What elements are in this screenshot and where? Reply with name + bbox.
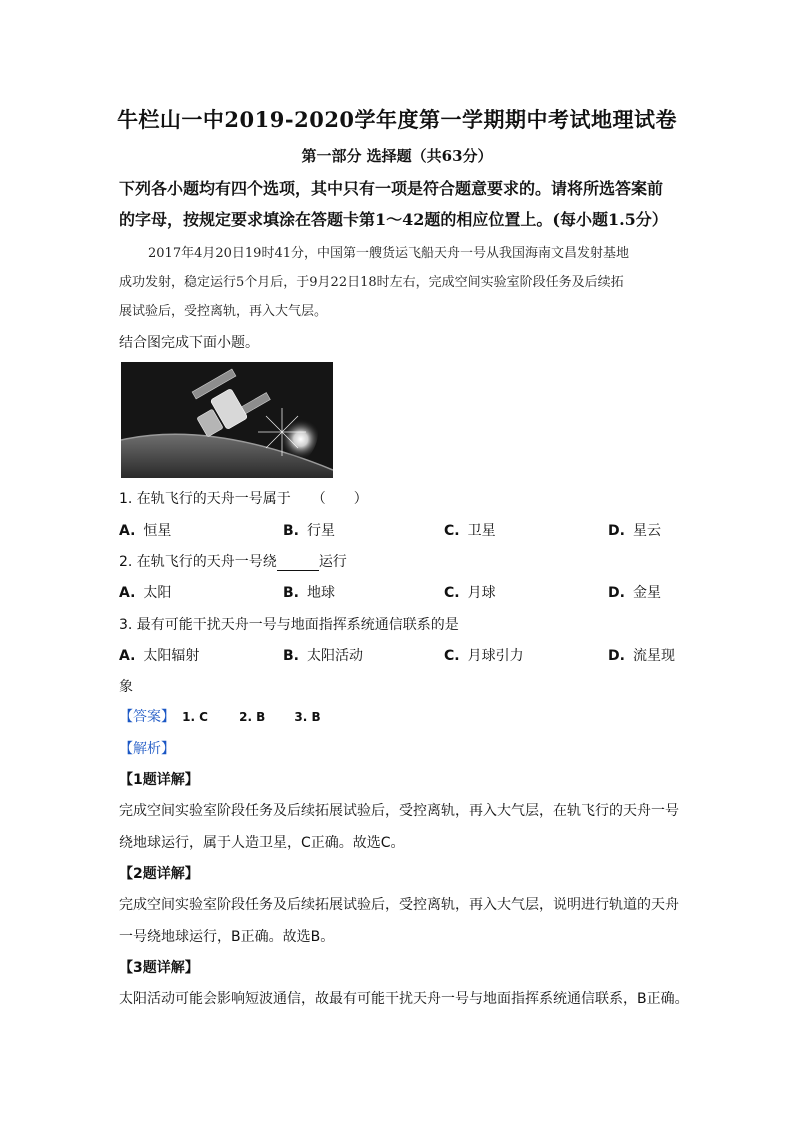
detail-1-line-2: 绕地球运行，属于人造卫星，C正确。故选C。 xyxy=(119,835,405,851)
passage-line-1: 2017年4月20日19时41分，中国第一艘货运飞船天舟一号从我国海南文昌发射基地 xyxy=(148,246,629,261)
detail-3-heading: 【3题详解】 xyxy=(119,960,199,976)
question-3-option-b: B. 太阳活动 xyxy=(283,648,363,664)
question-2-stem: 2. 在轨飞行的天舟一号绕 运行 xyxy=(119,554,347,570)
analysis-tag: 【解析】 xyxy=(119,741,175,757)
passage-line-3: 展试验后，受控离轨，再入大气层。 xyxy=(119,304,328,319)
spacecraft-photo xyxy=(121,362,333,478)
question-1-option-b: B. 行星 xyxy=(283,523,335,539)
question-1-option-c: C. 卫星 xyxy=(444,523,496,539)
answer-row xyxy=(119,706,321,726)
detail-1-line-1: 完成空间实验室阶段任务及后续拓展试验后，受控离轨，再入大气层，在轨飞行的天舟一号 xyxy=(119,803,679,819)
question-1-option-d: D. 星云 xyxy=(608,523,661,539)
instruction-line-1: 下列各小题均有四个选项，其中只有一项是符合题意要求的。请将所选答案前 xyxy=(119,179,664,198)
instruction-line-2: 的字母，按规定要求填涂在答题卡第1～42题的相应位置上。(每小题1.5分） xyxy=(119,210,668,229)
question-3-option-a: A. 太阳辐射 xyxy=(119,648,200,664)
figure-prompt: 结合图完成下面小题。 xyxy=(119,335,259,351)
page-title: 牛栏山一中2019-2020学年度第一学期期中考试地理试卷 xyxy=(116,107,678,132)
detail-2-line-1: 完成空间实验室阶段任务及后续拓展试验后，受控离轨，再入大气层，说明进行轨道的天舟 xyxy=(119,897,679,913)
question-3-stem: 3. 最有可能干扰天舟一号与地面指挥系统通信联系的是 xyxy=(119,617,459,633)
question-2-option-c: C. 月球 xyxy=(444,585,496,601)
question-2-option-d: D. 金星 xyxy=(608,585,661,601)
answer-blank xyxy=(277,556,319,571)
detail-2-heading: 【2题详解】 xyxy=(119,866,199,882)
question-2-option-a: A. 太阳 xyxy=(119,585,172,601)
detail-1-heading: 【1题详解】 xyxy=(119,772,199,788)
detail-2-line-2: 一号绕地球运行，B正确。故选B。 xyxy=(119,929,335,945)
section-heading: 第一部分 选择题（共63分） xyxy=(301,147,493,165)
question-1-stem: 1. 在轨飞行的天舟一号属于 （ ） xyxy=(119,491,368,507)
question-3-option-c: C. 月球引力 xyxy=(444,648,524,664)
question-3-option-d-wrap: 象 xyxy=(119,679,133,695)
answer-1: 1. C xyxy=(182,710,208,724)
answer-3: 3. B xyxy=(294,710,321,724)
question-1-option-a: A. 恒星 xyxy=(119,523,172,539)
answer-2: 2. B xyxy=(239,710,266,724)
passage-line-2: 成功发射，稳定运行5个月后，于9月22日18时左右，完成空间实验室阶段任务及后续拓 xyxy=(119,275,624,290)
detail-3-line-1: 太阳活动可能会影响短波通信，故最有可能干扰天舟一号与地面指挥系统通信联系，B正确。 xyxy=(119,991,689,1007)
question-2-option-b: B. 地球 xyxy=(283,585,335,601)
answer-tag: 【答案】 xyxy=(119,709,175,725)
question-3-option-d: D. 流星现 xyxy=(608,648,675,664)
